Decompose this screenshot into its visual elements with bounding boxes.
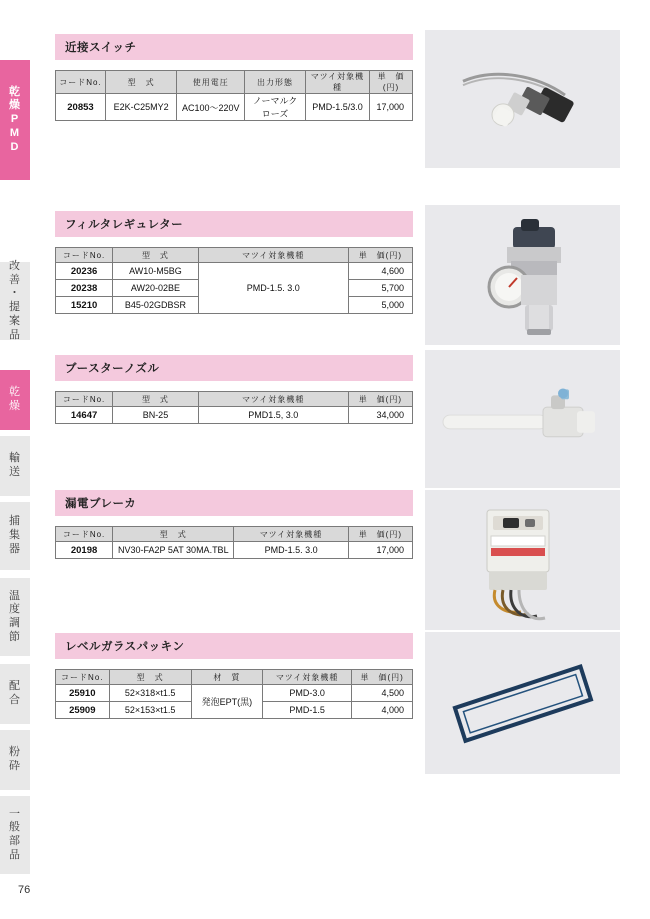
section-title: レベルガラスパッキン bbox=[55, 633, 413, 659]
table-row bbox=[56, 542, 413, 559]
column-header: 型 式 bbox=[113, 527, 234, 542]
cell-value: AW10-M5BG bbox=[113, 263, 199, 280]
cell-merged: 発泡EPT(黒) bbox=[191, 685, 262, 719]
rail-tab-label-char: 粉 bbox=[9, 746, 21, 759]
booster-nozzle-photo bbox=[425, 350, 620, 488]
breaker-photo bbox=[425, 490, 620, 630]
rail-tab-label-char: 提 bbox=[9, 301, 21, 313]
rail-tab-label-char: 品 bbox=[9, 328, 21, 341]
rail-tab-label-char: 乾 bbox=[9, 386, 21, 399]
spec-table bbox=[55, 669, 413, 719]
table-header-row bbox=[56, 248, 413, 263]
rail-tab-label-char: 調 bbox=[9, 617, 21, 629]
filter-regulator-photo bbox=[425, 205, 620, 345]
rail-tab-label-char: 般 bbox=[9, 821, 21, 834]
table-row bbox=[56, 407, 413, 424]
column-header: マツイ対象機種 bbox=[198, 248, 348, 263]
page-content bbox=[30, 0, 650, 919]
cell-code: 25910 bbox=[56, 685, 110, 702]
spec-table bbox=[55, 391, 413, 424]
column-header: コードNo. bbox=[56, 248, 113, 263]
rail-tab-label-char: 捕 bbox=[9, 515, 21, 528]
rail-tab-label-char: 度 bbox=[9, 603, 21, 616]
cell-value: ノーマルクローズ bbox=[245, 94, 306, 121]
cell-value: E2K-C25MY2 bbox=[105, 94, 176, 121]
column-header: 型 式 bbox=[113, 392, 199, 407]
section-booster-nozzle bbox=[55, 355, 413, 424]
rail-tab-hosyuki[interactable] bbox=[0, 502, 30, 570]
table-row bbox=[56, 685, 413, 702]
spec-table bbox=[55, 70, 413, 121]
cell-code: 20198 bbox=[56, 542, 113, 559]
rail-tab-label-char: 輸 bbox=[9, 452, 21, 465]
cell-price: 4,500 bbox=[352, 685, 413, 702]
section-filter-regulator bbox=[55, 211, 413, 314]
column-header: コードNo. bbox=[56, 527, 113, 542]
cell-price: 4,000 bbox=[352, 702, 413, 719]
section-title: 近接スイッチ bbox=[55, 34, 413, 60]
rail-tab-funsai[interactable] bbox=[0, 730, 30, 790]
table-row bbox=[56, 263, 413, 280]
column-header: マツイ対象機種 bbox=[263, 670, 352, 685]
cell-price: 17,000 bbox=[370, 94, 413, 121]
cell-value: AC100〜220V bbox=[177, 94, 245, 121]
rail-tab-label-char: 送 bbox=[9, 466, 21, 478]
cell-code: 15210 bbox=[56, 297, 113, 314]
proximity-switch-photo bbox=[425, 30, 620, 168]
cell-value: PMD-1.5 bbox=[263, 702, 352, 719]
rail-tab-label-char: 善 bbox=[9, 273, 21, 286]
cell-code: 20238 bbox=[56, 280, 113, 297]
cell-value: NV30-FA2P 5AT 30MA.TBL bbox=[113, 542, 234, 559]
cell-code: 25909 bbox=[56, 702, 110, 719]
cell-price: 5,000 bbox=[348, 297, 412, 314]
column-header: コードNo. bbox=[56, 670, 110, 685]
rail-tab-label-char: 器 bbox=[9, 542, 21, 555]
table-row bbox=[56, 94, 413, 121]
rail-tab-haigou[interactable] bbox=[0, 664, 30, 724]
rail-tab-label-char: D bbox=[10, 140, 20, 153]
column-header: マツイ対象機種 bbox=[198, 392, 348, 407]
cell-value: BN-25 bbox=[113, 407, 199, 424]
section-title: フィルタレギュレター bbox=[55, 211, 413, 237]
column-header: マツイ対象機種 bbox=[234, 527, 348, 542]
cell-price: 17,000 bbox=[348, 542, 412, 559]
cell-value: PMD1.5, 3.0 bbox=[198, 407, 348, 424]
rail-tab-label-char: 合 bbox=[9, 694, 21, 706]
cell-value: B45-02GDBSR bbox=[113, 297, 199, 314]
column-header: コードNo. bbox=[56, 71, 106, 94]
column-header: 出力形態 bbox=[245, 71, 306, 94]
section-level-glass-packing bbox=[55, 633, 413, 719]
column-header: 型 式 bbox=[113, 248, 199, 263]
rail-tab-label-char: P bbox=[10, 113, 20, 126]
rail-tab-yusou[interactable] bbox=[0, 436, 30, 496]
page-number: 76 bbox=[18, 884, 31, 896]
rail-tab-label-char: 乾 bbox=[9, 85, 21, 98]
rail-tab-ondo-chousetsu[interactable] bbox=[0, 578, 30, 656]
spec-table bbox=[55, 247, 413, 314]
rail-tab-label-char: 一 bbox=[9, 807, 21, 820]
column-header: 単 価(円) bbox=[352, 670, 413, 685]
cell-code: 20853 bbox=[56, 94, 106, 121]
cell-code: 14647 bbox=[56, 407, 113, 424]
section-proximity-switch bbox=[55, 34, 413, 121]
section-earth-leakage-breaker bbox=[55, 490, 413, 559]
rail-tab-label-char: 燥 bbox=[9, 99, 21, 112]
cell-value: 52×153×t1.5 bbox=[109, 702, 191, 719]
rail-tab-label-char: 部 bbox=[9, 835, 21, 847]
rail-tab-label-char: 集 bbox=[9, 529, 21, 542]
rail-tab-kansou-pmd[interactable] bbox=[0, 60, 30, 180]
rail-tab-label-char: 品 bbox=[9, 848, 21, 861]
table-header-row bbox=[56, 71, 413, 94]
cell-value: PMD-1.5. 3.0 bbox=[234, 542, 348, 559]
cell-price: 5,700 bbox=[348, 280, 412, 297]
column-header: 型 式 bbox=[109, 670, 191, 685]
rail-tab-label-char: 節 bbox=[9, 630, 21, 643]
cell-price: 34,000 bbox=[348, 407, 412, 424]
spec-table bbox=[55, 526, 413, 559]
level-glass-packing-photo bbox=[425, 632, 620, 774]
column-header: 単 価(円) bbox=[370, 71, 413, 94]
rail-tab-label-char: M bbox=[9, 126, 21, 139]
cell-value: PMD-1.5/3.0 bbox=[305, 94, 369, 121]
rail-tab-kaizen-teiansyo[interactable] bbox=[0, 259, 30, 341]
cell-value: AW20-02BE bbox=[113, 280, 199, 297]
section-title: 漏電ブレーカ bbox=[55, 490, 413, 516]
table-header-row bbox=[56, 392, 413, 407]
column-header: コードNo. bbox=[56, 392, 113, 407]
rail-tab-kansou[interactable] bbox=[0, 370, 30, 430]
cell-code: 20236 bbox=[56, 263, 113, 280]
rail-tab-label-char: 砕 bbox=[9, 760, 21, 772]
rail-tab-label-char: 燥 bbox=[9, 400, 21, 412]
section-title: ブースターノズル bbox=[55, 355, 413, 381]
column-header: 材 質 bbox=[191, 670, 262, 685]
column-header: 単 価(円) bbox=[348, 527, 412, 542]
rail-tab-label-char: ・ bbox=[9, 287, 21, 300]
column-header: 型 式 bbox=[105, 71, 176, 94]
column-header: 使用電圧 bbox=[177, 71, 245, 94]
cell-price: 4,600 bbox=[348, 263, 412, 280]
column-header: 単 価(円) bbox=[348, 248, 412, 263]
side-tab-rail bbox=[0, 0, 30, 919]
cell-value: 52×318×t1.5 bbox=[109, 685, 191, 702]
rail-tab-label-char: 案 bbox=[9, 314, 21, 327]
rail-tab-label-char: 配 bbox=[9, 680, 21, 693]
cell-merged: PMD-1.5. 3.0 bbox=[198, 263, 348, 314]
column-header: 単 価(円) bbox=[348, 392, 412, 407]
column-header: マツイ対象機種 bbox=[305, 71, 369, 94]
table-header-row bbox=[56, 670, 413, 685]
table-header-row bbox=[56, 527, 413, 542]
rail-tab-label-char: 改 bbox=[9, 259, 21, 272]
rail-tab-label-char: 温 bbox=[9, 589, 21, 602]
cell-value: PMD-3.0 bbox=[263, 685, 352, 702]
rail-tab-ippan-buhin[interactable] bbox=[0, 796, 30, 874]
